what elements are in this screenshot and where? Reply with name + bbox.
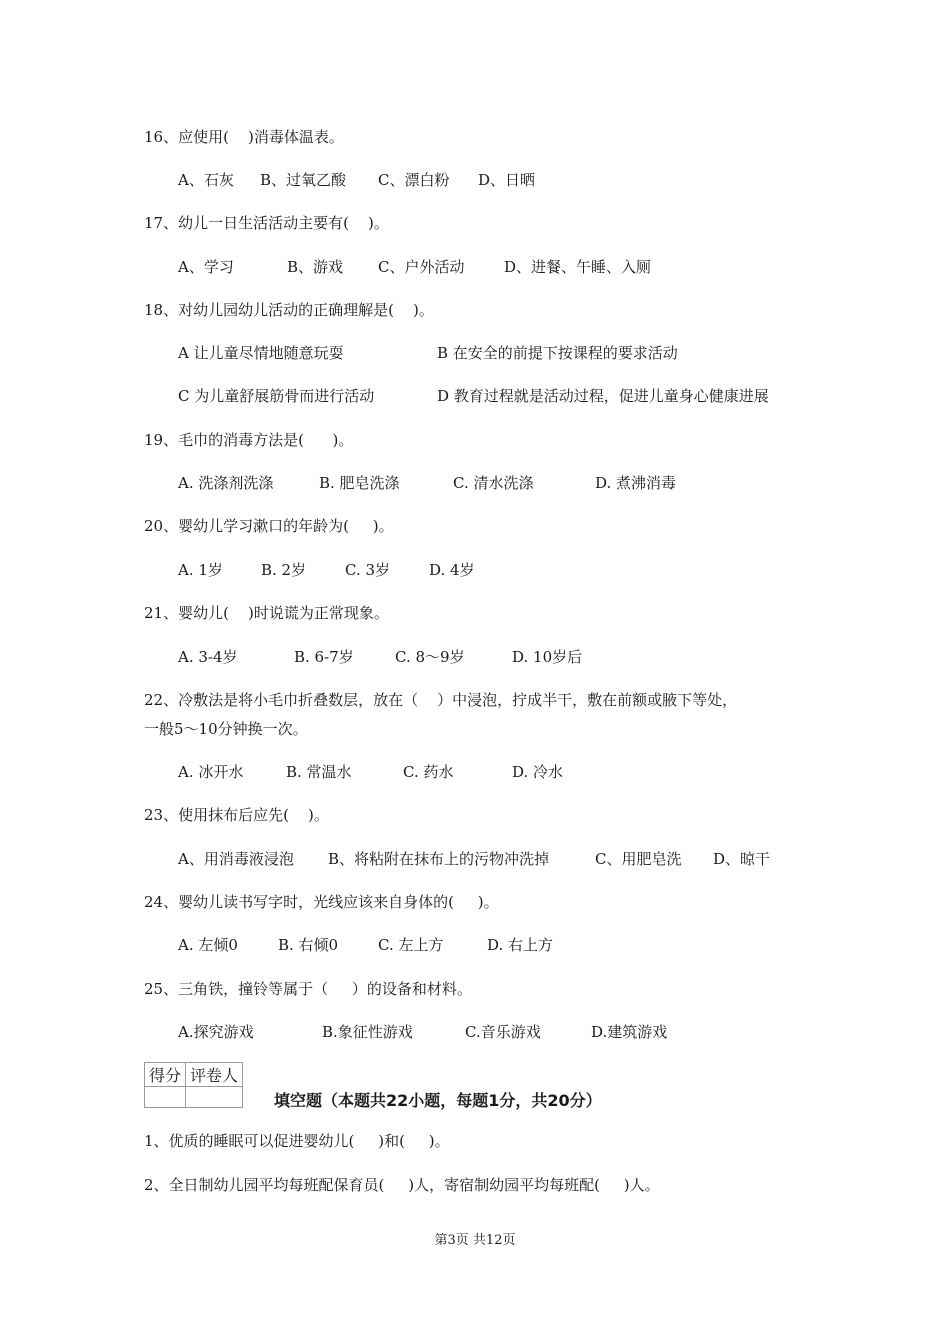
question-25-option-d: D.建筑游戏 [591, 1023, 668, 1041]
question-17-option-a: A、学习 [178, 258, 234, 276]
question-20-option-c: C. 3岁 [345, 561, 391, 579]
question-22-stem-continued: 一般5～10分钟换一次。 [144, 720, 308, 738]
question-17-option-b: B、游戏 [287, 258, 344, 276]
section-title: 填空题（本题共22小题，每题1分，共20分） [274, 1091, 602, 1110]
question-22-option-b: B. 常温水 [286, 763, 352, 781]
question-23-option-c: C、用肥皂洗 [595, 850, 682, 868]
question-16-option-c: C、漂白粉 [378, 171, 450, 189]
question-20-option-a: A. 1岁 [178, 561, 223, 579]
question-25-option-b: B.象征性游戏 [322, 1023, 413, 1041]
score-label: 得分 [145, 1063, 186, 1087]
question-21-option-b: B. 6-7岁 [294, 648, 354, 666]
question-22-option-c: C. 药水 [403, 763, 454, 781]
question-23-option-d: D、晾干 [713, 850, 771, 868]
question-16-option-b: B、过氧乙酸 [260, 171, 347, 189]
question-17-option-d: D、进餐、午睡、入厕 [504, 258, 652, 276]
question-17-stem: 17、幼儿一日生活活动主要有( )。 [144, 214, 389, 232]
question-16-stem: 16、应使用( )消毒体温表。 [144, 128, 344, 146]
question-24-stem: 24、婴幼儿读书写字时，光线应该来自身体的( )。 [144, 893, 499, 911]
question-19-option-c: C. 清水洗涤 [453, 474, 534, 492]
question-24-option-b: B. 右倾0 [278, 936, 339, 954]
score-cell [145, 1087, 186, 1108]
grader-cell [186, 1087, 243, 1108]
question-19-option-b: B. 肥皂洗涤 [319, 474, 400, 492]
question-23-stem: 23、使用抹布后应先( )。 [144, 806, 329, 824]
question-23-option-b: B、将粘附在抹布上的污物冲洗掉 [328, 850, 550, 868]
question-20-option-d: D. 4岁 [429, 561, 475, 579]
question-18-stem: 18、对幼儿园幼儿活动的正确理解是( )。 [144, 301, 434, 319]
question-16-option-d: D、日晒 [478, 171, 536, 189]
fill-question-2: 2、全日制幼儿园平均每班配保育员( )人，寄宿制幼园平均每班配( )人。 [144, 1176, 660, 1194]
question-25-option-c: C.音乐游戏 [465, 1023, 541, 1041]
fill-question-1: 1、优质的睡眠可以促进婴幼儿( )和( )。 [144, 1132, 450, 1150]
question-25-stem: 25、三角铁，撞铃等属于（ ）的设备和材料。 [144, 980, 472, 998]
question-19-option-a: A. 洗涤剂洗涤 [178, 474, 274, 492]
question-18-option-b: B 在安全的前提下按课程的要求活动 [437, 344, 678, 362]
page-footer: 第3页 共12页 [434, 1233, 516, 1248]
question-24-option-d: D. 右上方 [487, 936, 554, 954]
question-20-stem: 20、婴幼儿学习漱口的年龄为( )。 [144, 517, 394, 535]
question-23-option-a: A、用消毒液浸泡 [178, 850, 294, 868]
question-19-stem: 19、毛巾的消毒方法是( )。 [144, 431, 354, 449]
question-21-option-a: A. 3-4岁 [178, 648, 238, 666]
question-17-option-c: C、户外活动 [378, 258, 465, 276]
question-16-option-a: A、石灰 [178, 171, 234, 189]
question-22-stem: 22、冷敷法是将小毛巾折叠数层，放在（ ）中浸泡，拧成半干，敷在前额或腋下等处， [144, 691, 738, 709]
score-box [144, 1062, 243, 1108]
question-25-option-a: A.探究游戏 [178, 1023, 254, 1041]
question-18-option-a: A 让儿童尽情地随意玩耍 [178, 344, 344, 362]
question-18-option-d: D 教育过程就是活动过程，促进儿童身心健康进展 [437, 387, 769, 405]
question-19-option-d: D. 煮沸消毒 [595, 474, 677, 492]
question-18-option-c: C 为儿童舒展筋骨而进行活动 [178, 387, 375, 405]
question-24-option-c: C. 左上方 [378, 936, 444, 954]
question-21-option-c: C. 8～9岁 [395, 648, 465, 666]
question-22-option-a: A. 冰开水 [178, 763, 244, 781]
question-21-option-d: D. 10岁后 [512, 648, 583, 666]
question-21-stem: 21、婴幼儿( )时说谎为正常现象。 [144, 604, 389, 622]
grader-label: 评卷人 [186, 1063, 243, 1087]
question-24-option-a: A. 左倾0 [178, 936, 238, 954]
question-22-option-d: D. 冷水 [512, 763, 564, 781]
question-20-option-b: B. 2岁 [261, 561, 307, 579]
